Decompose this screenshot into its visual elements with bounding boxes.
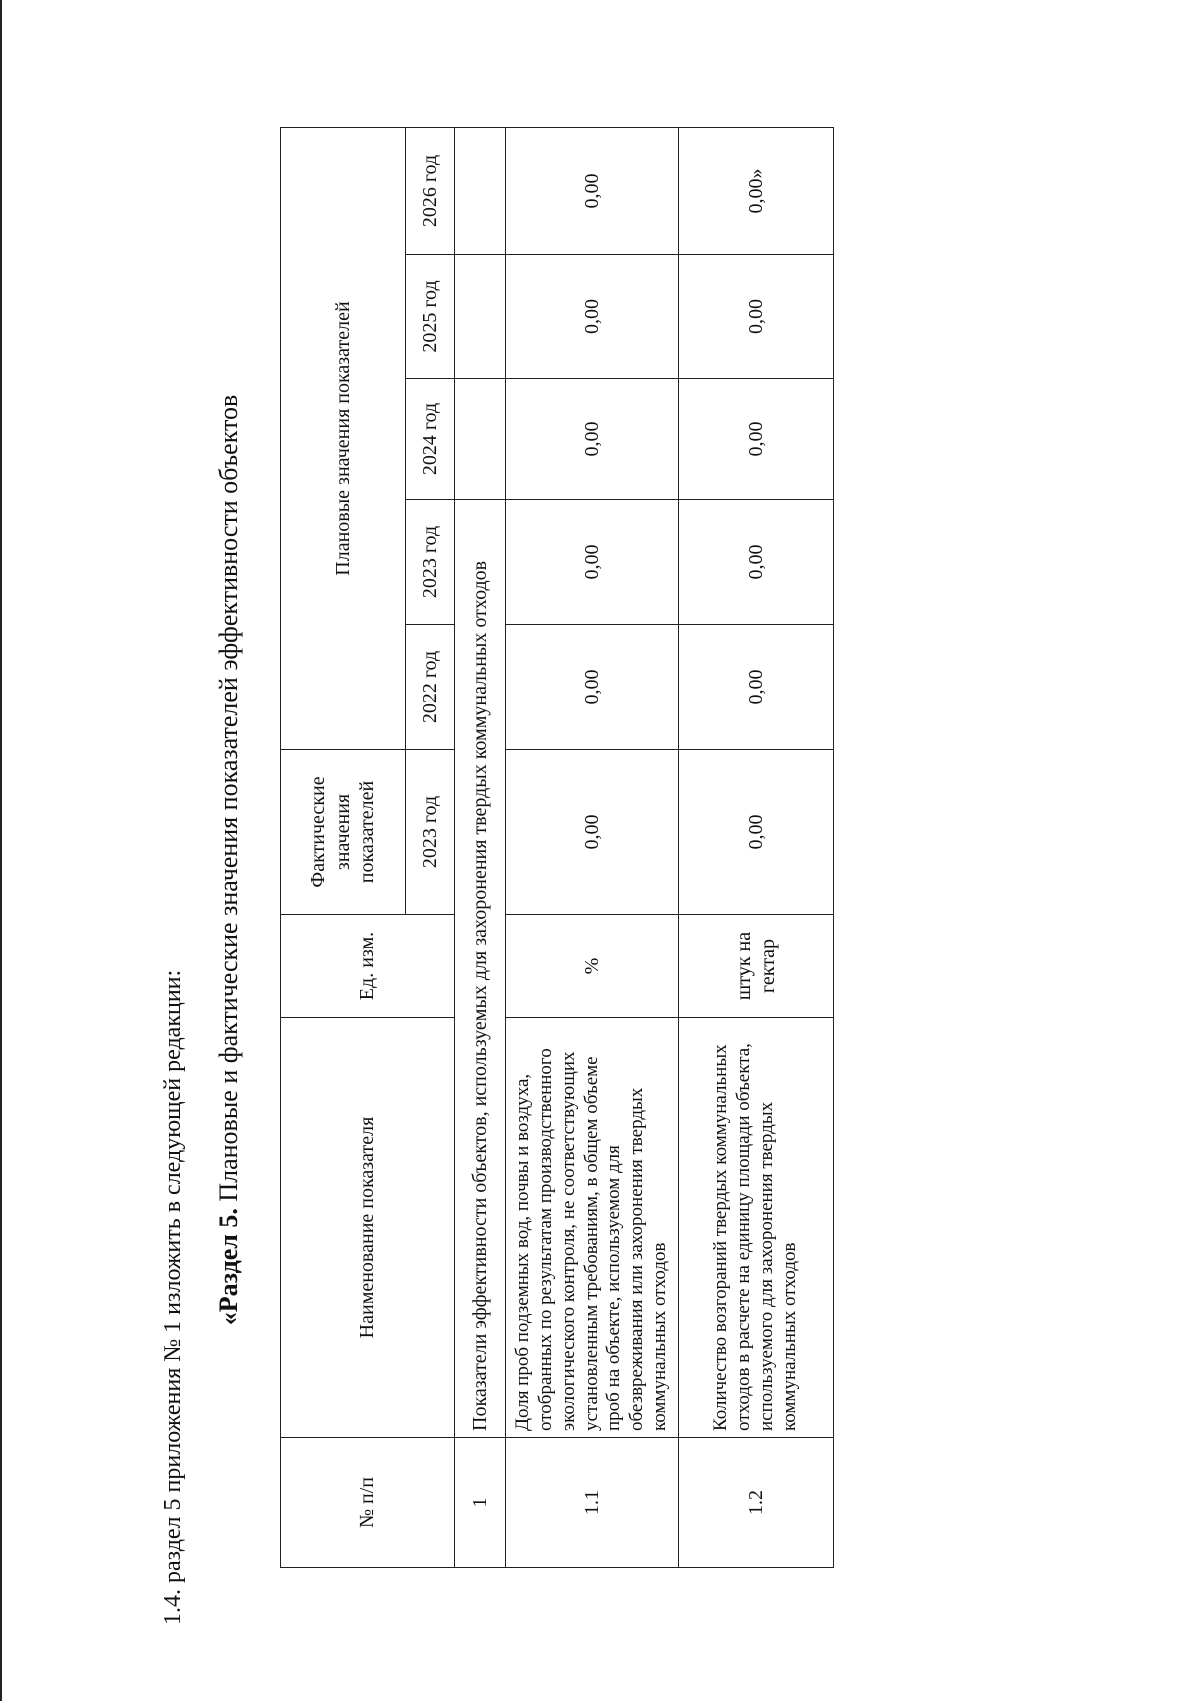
- header-unit: Ед. изм.: [281, 915, 455, 1018]
- header-plan-year: 2026 год: [406, 128, 455, 255]
- header-plan-year: 2023 год: [406, 500, 455, 625]
- rotated-page: [160, 95, 1200, 1625]
- row-unit: %: [506, 915, 679, 1018]
- indicators-table: [280, 127, 834, 1568]
- header-plan-group: Плановые значения показателей: [281, 128, 406, 750]
- row-unit: штук на гектар: [679, 915, 834, 1018]
- row-plan-value: 0,00: [679, 379, 834, 500]
- header-plan-year: 2024 год: [406, 379, 455, 500]
- section-title: [214, 95, 244, 1625]
- row-name: Количество возгораний твердых коммунальных отходов в расчете на единицу площади объекта, используемого для захоронения твердых коммунальных отходов: [679, 1018, 834, 1438]
- row-plan-value: 0,00: [506, 128, 679, 255]
- empty-cell: [455, 128, 506, 255]
- empty-cell: [455, 379, 506, 500]
- header-num: № п/п: [281, 1438, 455, 1568]
- row-num: 1.2: [679, 1438, 834, 1568]
- section-title-cell: Показатели эффективности объектов, используемых для захоронения твердых коммунальных отходов: [455, 500, 506, 1438]
- row-plan-value: 0,00: [679, 255, 834, 379]
- row-plan-value: 0,00: [506, 379, 679, 500]
- header-plan-year: 2025 год: [406, 255, 455, 379]
- row-fact-value: 0,00: [679, 750, 834, 915]
- table-row: [506, 128, 679, 1568]
- empty-cell: [455, 255, 506, 379]
- row-plan-value: 0,00: [679, 625, 834, 750]
- row-plan-value: 0,00: [506, 625, 679, 750]
- section-title-bold: «Раздел 5.: [214, 1208, 243, 1326]
- table-row: [679, 128, 834, 1568]
- header-plan-year: 2022 год: [406, 625, 455, 750]
- section-title-rest: Плановые и фактические значения показателей эффективности объектов: [214, 394, 243, 1209]
- row-plan-value: 0,00»: [679, 128, 834, 255]
- row-fact-value: 0,00: [506, 750, 679, 915]
- section-num: 1: [455, 1438, 506, 1568]
- header-name: Наименование показателя: [281, 1018, 455, 1438]
- header-fact-group: Фактические значения показателей: [281, 750, 406, 915]
- row-plan-value: 0,00: [679, 500, 834, 625]
- scan-edge: [0, 0, 2, 1701]
- header-fact-year: 2023 год: [406, 750, 455, 915]
- intro-text: 1.4. раздел 5 приложения № 1 изложить в следующей редакции:: [160, 969, 186, 1625]
- row-plan-value: 0,00: [506, 255, 679, 379]
- row-plan-value: 0,00: [506, 500, 679, 625]
- row-name: Доля проб подземных вод, почвы и воздуха, отобранных по результатам производственного экологического контроля, не соответствующих установленным требованиям, в общем объеме проб на объекте, используемом для обезвреживания или захоронения твердых коммунальных отходов: [506, 1018, 679, 1438]
- header-row-1: [281, 128, 406, 1568]
- section-row: [455, 128, 506, 1568]
- row-num: 1.1: [506, 1438, 679, 1568]
